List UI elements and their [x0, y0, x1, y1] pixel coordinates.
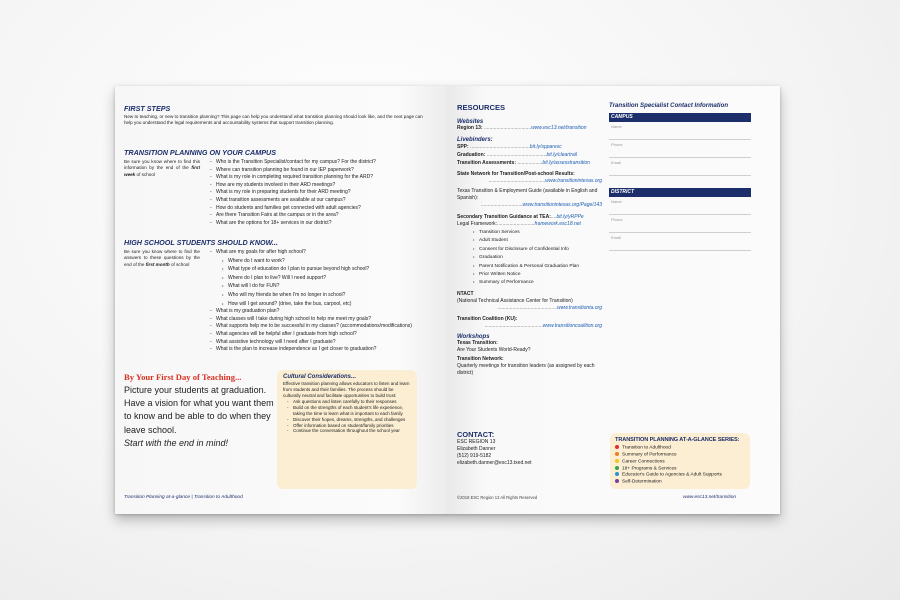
campus-question: - Who is the Transition Specialist/contact for my campus? For the district? — [210, 159, 376, 167]
cultural-item: - Continue the conversation throughout the school year — [287, 428, 411, 434]
campus-question: - How do students and families get connected with adult agencies? — [210, 205, 376, 213]
contact-field-label: Email — [611, 235, 622, 240]
workshops-title: Workshops — [457, 333, 490, 340]
coalition-link[interactable]: www.transitioncoalition.org — [542, 322, 602, 329]
first-steps-section — [124, 104, 424, 127]
legal-topic: • Summary of Performance — [473, 278, 602, 286]
campus-header: CAMPUS — [609, 113, 751, 122]
student-question: - What is the plan to increase independence as I get closer to graduation? — [210, 346, 412, 354]
region-13-link[interactable]: www.esc13.net/transition — [531, 125, 587, 131]
livebinder-row: SPP: ...........................................bit.ly/spparesc — [457, 144, 562, 150]
goals-sub-question: • What type of education do I plan to pursue beyond high school? — [222, 265, 412, 274]
legal-topic: • Graduation — [473, 253, 602, 261]
student-questions — [210, 249, 412, 354]
student-question: - What agencies will be helpful after I graduate from high school? — [210, 331, 412, 339]
left-footer: Transition Planning at-a-glance | Transition to Adulthood — [124, 495, 243, 500]
series-bullet-icon — [615, 479, 619, 483]
student-question: - What classes will I take during high school to help me meet my goals? — [210, 316, 412, 324]
first-day-section — [124, 372, 274, 450]
campus-question: - What are the options for 18+ services in our district? — [210, 220, 376, 228]
livebinders-title: Livebinders: — [457, 137, 493, 143]
state-network-block: State Network for Transition/Post-school Results: .........................................www.transitionintexas.org Texas Transition & Employment Guide (available in English and Spanish): ..............................www.transitionintexas.org/Page/143 — [457, 171, 602, 208]
contact-name: Elizabeth Danner — [457, 446, 496, 452]
transition-planning-intro: Be sure you know where to find this information by the end of the first week of school — [124, 159, 200, 177]
legal-topic: • Transition Services — [473, 228, 602, 236]
series-item: Summary of Performance — [615, 452, 745, 459]
series-callout — [610, 433, 750, 489]
cultural-title: Cultural Considerations... — [283, 374, 357, 380]
student-question: - What assistive technology will I need after I graduate? — [210, 339, 412, 347]
state-network-link[interactable]: www.transitionintexas.org — [545, 178, 602, 184]
contact-block — [457, 430, 597, 467]
goals-sub-question: • How will I get around? (drive, take the bus, carpool, etc) — [222, 300, 412, 309]
contact-title: CONTACT: — [457, 430, 495, 439]
transition-planning-title: TRANSITION PLANNING ON YOUR CAMPUS — [124, 148, 277, 157]
cultural-item: - Build on the strengths of each student's life experience, taking the time to learn what is important to each family — [287, 405, 411, 417]
series-item: Transition to Adulthood — [615, 445, 745, 452]
livebinder-row: Transition Assessments: ..................bit.ly/assesstransition — [457, 160, 590, 166]
series-bullet-icon — [615, 452, 619, 456]
first-day-title: By Your First Day of Teaching... — [124, 372, 242, 382]
legal-framework-link[interactable]: framework.esc18.net — [534, 221, 581, 227]
goals-question: - What are my goals for after high school? — [210, 249, 412, 257]
brochure-spread — [115, 86, 780, 514]
contact-field-label: Name — [611, 199, 622, 204]
contact-field[interactable] — [609, 197, 751, 215]
campus-question: - What is my role in completing required transition planning for the ARD? — [210, 174, 376, 182]
student-questions-list — [210, 308, 412, 354]
contact-field-label: Email — [611, 160, 622, 165]
goals-sub-question: • Who will my friends be when I'm no longer in school? — [222, 291, 412, 300]
livebinder-row: Graduation: ...........................................bit.ly/cleartrail — [457, 152, 578, 158]
specialist-contact-panel — [609, 102, 751, 251]
legal-topic: • Consent for Disclosure of Confidential Info — [473, 245, 602, 253]
ntact-link[interactable]: www.transitionta.org — [556, 304, 602, 311]
series-bullet-icon — [615, 445, 619, 449]
first-day-body: Picture your students at graduation. Have a vision for what you want them to know and be able to do when they leave school. — [124, 385, 274, 435]
series-item: 18+ Programs & Services — [615, 466, 745, 473]
contact-email[interactable]: elizabeth.danner@esc13.txed.net — [457, 460, 532, 466]
copyright: ©2018 ESC Region 13 All Rights Reserved — [457, 495, 538, 500]
contact-field[interactable] — [609, 233, 751, 251]
transition-planning-section — [124, 148, 439, 227]
livebinder-link[interactable]: bit.ly/spparesc — [529, 144, 562, 150]
cultural-item: - Offer information based on student/family priorities — [287, 423, 411, 429]
legal-topic: • Prior Written Notice — [473, 270, 602, 278]
cultural-list — [287, 399, 411, 434]
right-footer-link[interactable]: www.esc13.net/transition — [683, 495, 737, 500]
cultural-item: - Ask questions and listen carefully to their responses — [287, 399, 411, 405]
goals-sub-question: • Where do I plan to live? Will I need support? — [222, 274, 412, 283]
left-page — [115, 86, 447, 514]
contact-org: ESC REGION 13 — [457, 439, 496, 445]
tea-block: Secondary Transition Guidance at TEA:....bit.ly/yRPPe Legal Framework:...........................framework.esc18.net • Transition Services • Adult Student • Consent for Disclosure of Confidential Info • Graduation • Parent Notification & Personal Graduation Plan • Prior Written Notice • Summary of Performance — [457, 214, 602, 287]
tea-link[interactable]: bit.ly/yRPPe — [556, 214, 584, 220]
resources-column — [457, 103, 602, 377]
student-question: - What is my graduation plan? — [210, 308, 412, 316]
first-steps-title: FIRST STEPS — [124, 104, 171, 113]
specialist-title: Transition Specialist Contact Information — [609, 102, 729, 109]
contact-field[interactable] — [609, 158, 751, 176]
goals-sub-question: • Where do I want to work? — [222, 257, 412, 266]
series-list — [615, 445, 745, 486]
cultural-item: - Discover their hopes, dreams, strengths, and challenges — [287, 417, 411, 423]
campus-question: - What is my role in preparing students for their ARD meeting? — [210, 189, 376, 197]
contact-field[interactable] — [609, 215, 751, 233]
series-item: Self-Determination — [615, 479, 745, 486]
livebinder-link[interactable]: bit.ly/cleartrail — [546, 152, 578, 158]
cultural-callout — [277, 370, 417, 489]
ntact-block: NTACT (National Technical Assistance Center for Transition) ...........................................www.transitionta.org — [457, 290, 602, 311]
contact-field-label: Phone — [611, 142, 623, 147]
legal-topic: • Parent Notification & Personal Graduation Plan — [473, 262, 602, 270]
livebinder-link[interactable]: bit.ly/assesstransition — [542, 160, 590, 166]
workshops-block: Workshops Texas Transition: Are Your Students World-Ready? Transition Network: Quarterly meetings for transition leaders (as assigned by each district) — [457, 334, 602, 377]
campus-question: - What transition assessments are available at our campus? — [210, 197, 376, 205]
student-question: - What supports help me to be successful in my classes? (accommodations/modifications) — [210, 323, 412, 331]
first-day-emphasis: Start with the end in mind! — [124, 437, 229, 448]
resources-title: RESOURCES — [457, 103, 506, 112]
district-header: DISTRICT — [609, 188, 751, 197]
goals-sub-questions — [210, 257, 412, 309]
series-item: Educator's Guide to Agencies & Adult Supports — [615, 472, 745, 479]
high-school-section — [124, 238, 439, 354]
series-item: Career Connections — [615, 459, 745, 466]
goals-sub-question: • What will I do for FUN? — [222, 282, 412, 291]
campus-questions-list — [210, 159, 376, 227]
series-bullet-icon — [615, 466, 619, 470]
high-school-title: HIGH SCHOOL STUDENTS SHOULD KNOW... — [124, 238, 278, 247]
coalition-block: Transition Coalition (KU): ..........................................www.transitioncoalition.org — [457, 315, 602, 329]
cultural-intro: Effective transition planning allows educators to listen and learn from students and their families. The process should be culturally neutral and facilitate opportunities to build trust: — [283, 381, 410, 398]
right-page — [447, 86, 780, 514]
contact-field[interactable] — [609, 140, 751, 158]
campus-question: - Are there Transition Fairs at the campus or in the area? — [210, 212, 376, 220]
high-school-intro: Be sure you know where to find the answers to these questions by the end of the first month of school — [124, 249, 200, 267]
region-13-row: Region 13: ..................................www.esc13.net/transition — [457, 125, 587, 131]
series-bullet-icon — [615, 459, 619, 463]
campus-question: - How are my students involved in their ARD meetings? — [210, 182, 376, 190]
livebinders-block — [457, 137, 602, 167]
series-bullet-icon — [615, 472, 619, 476]
websites-title: Websites — [457, 119, 484, 125]
contact-field-label: Phone — [611, 217, 623, 222]
series-title: TRANSITION PLANNING AT-A-GLANCE SERIES: — [615, 437, 740, 443]
first-steps-body: New to teaching, or new to transition planning? This page can help you understand what transition planning should look like, and the next page can help you understand the legal requirements and accountability systems that support transition planning. — [124, 114, 423, 126]
contact-field-label: Name — [611, 124, 622, 129]
contact-phone: (512) 919-5182 — [457, 453, 492, 459]
legal-topic: • Adult Student — [473, 236, 602, 244]
legal-framework-topics — [465, 228, 602, 287]
employment-guide-link[interactable]: www.transitionintexas.org/Page/143 — [522, 202, 602, 208]
websites-block — [457, 119, 602, 132]
contact-field[interactable] — [609, 122, 751, 140]
campus-question: - Where can transition planning be found in our IEP paperwork? — [210, 167, 376, 175]
